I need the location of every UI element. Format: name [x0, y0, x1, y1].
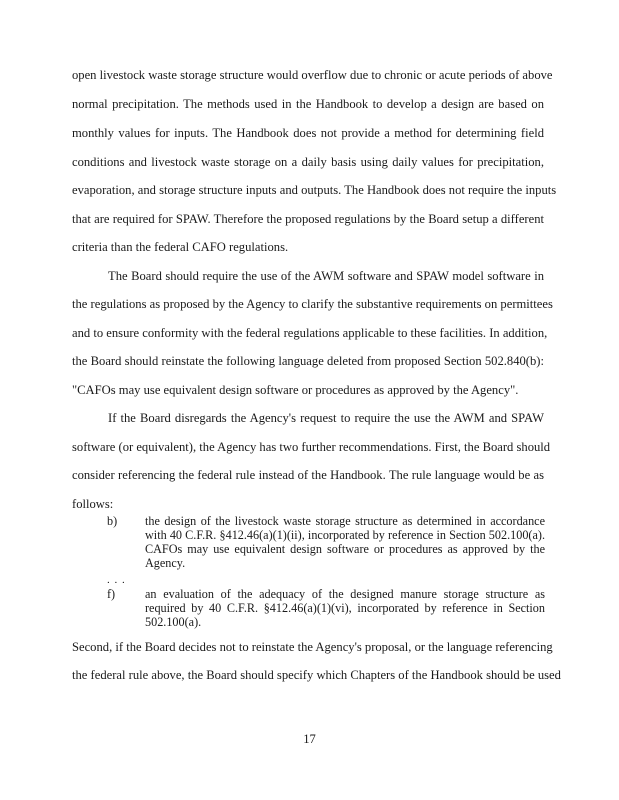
- item-line: an evaluation of the adequacy of the designed manure storage structure as: [145, 587, 545, 601]
- body-line: normal precipitation. The methods used in the Handbook to develop a design are based on: [72, 97, 544, 111]
- body-line: and to ensure conformity with the federal regulations applicable to these facilities. In addition,: [72, 326, 548, 340]
- body-line: the Board should reinstate the following language deleted from proposed Section 502.840(b):: [72, 354, 544, 368]
- ellipsis: . . .: [107, 574, 126, 586]
- item-line: CAFOs may use equivalent design software or procedures as approved by the: [145, 542, 545, 556]
- item-marker: b): [107, 514, 118, 528]
- body-line: The Board should require the use of the AWM software and SPAW model software in: [108, 269, 544, 283]
- body-line: conditions and livestock waste storage on a daily basis using daily values for precipitation,: [72, 155, 544, 169]
- body-line: criteria than the federal CAFO regulations.: [72, 240, 289, 254]
- body-line: "CAFOs may use equivalent design software or procedures as approved by the Agency".: [72, 383, 519, 397]
- body-line: the regulations as proposed by the Agency to clarify the substantive requirements on permittees: [72, 297, 553, 311]
- body-line: consider referencing the federal rule instead of the Handbook. The rule language would be as: [72, 468, 544, 482]
- body-line: monthly values for inputs. The Handbook does not provide a method for determining field: [72, 126, 544, 140]
- body-line: open livestock waste storage structure would overflow due to chronic or acute periods of above: [72, 68, 553, 82]
- body-line: software (or equivalent), the Agency has two further recommendations. First, the Board should: [72, 440, 551, 454]
- body-line: follows:: [72, 497, 114, 511]
- item-marker: f): [107, 587, 116, 601]
- item-line: required by 40 C.F.R. §412.46(a)(1)(vi), incorporated by reference in Section: [145, 601, 545, 615]
- body-line: the federal rule above, the Board should specify which Chapters of the Handbook should be used: [72, 668, 561, 682]
- item-line: with 40 C.F.R. §412.46(a)(1)(ii), incorporated by reference in Section 502.100(a).: [145, 528, 545, 542]
- item-line: Agency.: [145, 556, 186, 570]
- item-line: the design of the livestock waste storage structure as determined in accordance: [145, 514, 545, 528]
- item-line: 502.100(a).: [145, 615, 202, 629]
- page-number: 17: [303, 732, 316, 746]
- body-line: that are required for SPAW. Therefore the proposed regulations by the Board setup a different: [72, 212, 544, 226]
- body-line: If the Board disregards the Agency's request to require the use the AWM and SPAW: [108, 411, 544, 425]
- body-line: Second, if the Board decides not to reinstate the Agency's proposal, or the language referencing: [72, 640, 553, 654]
- body-line: evaporation, and storage structure inputs and outputs. The Handbook does not require the inputs: [72, 183, 557, 197]
